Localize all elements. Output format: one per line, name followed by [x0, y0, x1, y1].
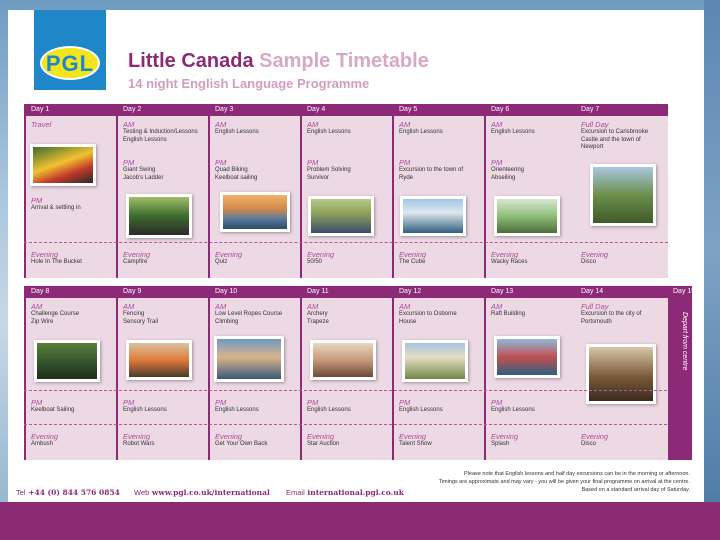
- evening-activity: Wacky Races: [491, 259, 528, 265]
- pm-slot: [491, 158, 574, 182]
- pm-label: PM: [491, 158, 503, 167]
- pm-slot: [215, 398, 298, 415]
- pm-label: PM: [123, 158, 135, 167]
- am-slot: [307, 302, 390, 326]
- evening-activity: Ambush: [31, 441, 54, 447]
- evening-activity: Splash: [491, 441, 510, 447]
- tel-label: Tel: [16, 488, 26, 497]
- am-slot: [123, 302, 206, 326]
- evening-slot: [215, 432, 298, 449]
- evening-slot: [581, 250, 666, 267]
- am-activity: Raft Building: [491, 311, 526, 317]
- evening-slot: [31, 432, 114, 449]
- am-label: AM: [307, 120, 319, 129]
- week1-table: [24, 104, 668, 278]
- am-activity: English Lessons: [123, 136, 167, 143]
- pm-slot: [31, 398, 114, 415]
- photo-image: [311, 199, 371, 233]
- photo-image: [405, 343, 465, 379]
- pm-slot: [123, 158, 206, 182]
- day-column: [116, 104, 208, 278]
- evening-activity: Disco: [581, 441, 597, 447]
- am-activity: Castle and the town of: [581, 136, 641, 143]
- pm-label: PM: [491, 398, 503, 407]
- activity-photo: [310, 340, 376, 380]
- day-column: [576, 104, 668, 278]
- pgl-logo: [34, 10, 106, 90]
- am-label: AM: [491, 120, 503, 129]
- logo-text: PGL: [45, 51, 95, 76]
- pm-activity: English Lessons: [307, 407, 351, 413]
- photo-image: [129, 197, 189, 235]
- depart-text: Depart from centre: [681, 312, 688, 371]
- day-header: Day 14: [576, 286, 668, 298]
- am-activity: Challenge Course: [31, 311, 80, 317]
- day-column: [300, 104, 392, 278]
- evening-activity: The Cube: [399, 259, 426, 265]
- page-subtitle: 14 night English Language Programme: [128, 76, 370, 91]
- am-label: AM: [123, 302, 135, 311]
- activity-photo: [400, 196, 466, 236]
- activity-photo: [308, 196, 374, 236]
- evening-label: Evening: [123, 250, 151, 259]
- email-label: Email: [286, 488, 305, 497]
- evening-slot: [399, 432, 482, 449]
- photo-image: [223, 195, 287, 229]
- evening-label: Evening: [491, 250, 519, 259]
- evening-activity: Star Auction: [307, 441, 340, 447]
- pm-slot: [307, 158, 390, 182]
- am-label: AM: [399, 120, 411, 129]
- am-slot: [123, 120, 206, 144]
- pm-label: PM: [307, 158, 319, 167]
- photo-image: [497, 339, 557, 375]
- activity-photo: [494, 196, 560, 236]
- activity-photo: [214, 336, 284, 382]
- am-label: Full Day: [581, 302, 609, 311]
- pm-slot: [307, 398, 390, 415]
- evening-activity: Robot Wars: [123, 441, 155, 447]
- am-label: Full Day: [581, 120, 609, 129]
- evening-slot: [491, 432, 574, 449]
- pm-activity: English Lessons: [399, 407, 443, 413]
- pm-label: PM: [123, 398, 135, 407]
- day-header: Day 12: [394, 286, 484, 298]
- timetable-sheet: [8, 10, 704, 502]
- pm-slot: [399, 158, 482, 182]
- evening-activity: 50/50: [307, 259, 323, 265]
- evening-label: Evening: [581, 432, 609, 441]
- am-activity: Sensory Trail: [123, 318, 159, 325]
- activity-photo: [590, 164, 656, 226]
- am-label: Travel: [31, 120, 52, 129]
- evening-label: Evening: [399, 432, 427, 441]
- pm-label: PM: [215, 158, 227, 167]
- background-right-strip: [704, 0, 720, 502]
- pm-slot: [31, 196, 114, 213]
- photo-image: [33, 147, 93, 183]
- photo-image: [589, 347, 653, 401]
- day-column: [208, 104, 300, 278]
- activity-photo: [34, 340, 100, 382]
- evening-slot: [491, 250, 574, 267]
- pm-slot: [215, 158, 298, 182]
- day-column: [116, 286, 208, 460]
- photo-image: [129, 343, 189, 377]
- am-slot: [399, 120, 482, 137]
- evening-label: Evening: [215, 250, 243, 259]
- pm-divider: [24, 390, 692, 391]
- evening-label: Evening: [215, 432, 243, 441]
- photo-image: [217, 339, 281, 379]
- am-slot: [491, 120, 574, 137]
- evening-activity: Campfire: [123, 259, 148, 265]
- am-label: AM: [31, 302, 43, 311]
- activity-photo: [220, 192, 290, 232]
- evening-slot: [123, 432, 206, 449]
- pm-activity: Problem Solving Survivor: [307, 167, 351, 181]
- am-activity: Zip Wire: [31, 318, 54, 325]
- am-label: AM: [215, 120, 227, 129]
- am-slot: [215, 120, 298, 137]
- evening-divider: [24, 242, 668, 243]
- day-header: Day 13: [486, 286, 576, 298]
- day-header: Day 8: [26, 286, 116, 298]
- pm-activity: Quad Biking Keelboat sailing: [215, 167, 258, 181]
- day-header: Day 9: [118, 286, 208, 298]
- am-activity: Testing & Induction/Lessons: [123, 129, 198, 135]
- evening-label: Evening: [399, 250, 427, 259]
- day-column: [484, 104, 576, 278]
- photo-image: [37, 343, 97, 379]
- day-header: Day 1: [26, 104, 116, 116]
- evening-label: Evening: [491, 432, 519, 441]
- pm-label: PM: [399, 398, 411, 407]
- evening-label: Evening: [307, 432, 335, 441]
- contact-web: [134, 488, 270, 497]
- am-label: AM: [123, 120, 135, 129]
- pm-activity: English Lessons: [123, 407, 167, 413]
- evening-activity: Hole In The Bucket: [31, 259, 82, 265]
- contact-email: [286, 488, 404, 497]
- am-label: AM: [307, 302, 319, 311]
- tel-value: +44 (0) 844 576 0854: [28, 488, 120, 497]
- activity-photo: [126, 194, 192, 238]
- am-activity: Trapeze: [307, 318, 329, 325]
- am-activity: English Lessons: [399, 129, 443, 135]
- evening-slot: [31, 250, 114, 267]
- activity-photo: [126, 340, 192, 380]
- pm-label: PM: [399, 158, 411, 167]
- day15-column: [668, 286, 696, 460]
- day-column: [300, 286, 392, 460]
- web-label: Web: [134, 488, 150, 497]
- day-header: Day 3: [210, 104, 300, 116]
- title-main: Little Canada: [128, 50, 254, 72]
- am-activity: English Lessons: [215, 129, 259, 135]
- day-header: Day 4: [302, 104, 392, 116]
- note-line-1: Please note that English lessons and half day excursions can be in the morning or afternoon.: [464, 471, 690, 477]
- am-activity: Excursion to Osborne: [399, 311, 457, 317]
- day-column: [208, 286, 300, 460]
- footer-notes: [414, 470, 690, 494]
- am-slot: [215, 302, 298, 326]
- am-activity: Low Level Ropes Course: [215, 311, 283, 317]
- day-header: Day 11: [302, 286, 392, 298]
- am-slot: [399, 302, 482, 326]
- contact-tel: [16, 488, 120, 497]
- day-header: Day 7: [576, 104, 668, 116]
- am-activity: Newport: [581, 144, 604, 150]
- week2-table: [24, 286, 696, 460]
- am-activity: Fencing: [123, 311, 145, 317]
- photo-image: [593, 167, 653, 223]
- evening-slot: [581, 432, 666, 449]
- evening-slot: [307, 432, 390, 449]
- pm-activity: English Lessons: [215, 407, 259, 413]
- day-column: [24, 104, 116, 278]
- pm-label: PM: [31, 196, 43, 205]
- am-slot: [581, 120, 666, 152]
- pm-activity: Excursion to the town of Ryde: [399, 167, 464, 181]
- note-line-2: Timings are approximate and may vary - you will be given your final programme on arrival at the centre.: [438, 479, 690, 485]
- activity-photo: [402, 340, 468, 382]
- evening-activity: Get Your Own Back: [215, 441, 268, 447]
- am-activity: Excursion to the city of: [581, 311, 642, 317]
- activity-photo: [586, 344, 656, 404]
- evening-label: Evening: [307, 250, 335, 259]
- photo-image: [497, 199, 557, 233]
- bottom-purple-band: [0, 502, 720, 540]
- evening-label: Evening: [31, 432, 59, 441]
- email-value: international.pgl.co.uk: [307, 488, 404, 497]
- pm-label: PM: [215, 398, 227, 407]
- pm-label: PM: [31, 398, 43, 407]
- day-column: [24, 286, 116, 460]
- am-activity: English Lessons: [491, 129, 535, 135]
- evening-label: Evening: [581, 250, 609, 259]
- am-activity: Excursion to Carisbrooke: [581, 129, 649, 135]
- evening-slot: [307, 250, 390, 267]
- evening-slot: [123, 250, 206, 267]
- day-header: Day 6: [486, 104, 576, 116]
- pm-label: PM: [307, 398, 319, 407]
- pm-slot: [491, 398, 574, 415]
- am-activity: Archery: [307, 311, 328, 317]
- am-activity: Portsmouth: [581, 318, 612, 325]
- am-slot: [307, 120, 390, 137]
- activity-photo: [30, 144, 96, 186]
- pm-activity: Keelboat Sailing: [31, 407, 75, 413]
- evening-activity: Disco: [581, 259, 597, 265]
- day-header: Day 5: [394, 104, 484, 116]
- page-title: [128, 50, 429, 73]
- day-header: Day 10: [210, 286, 300, 298]
- evening-activity: Talent Show: [399, 441, 432, 447]
- evening-activity: Quiz: [215, 259, 228, 265]
- am-label: AM: [491, 302, 503, 311]
- day-column: [392, 104, 484, 278]
- evening-slot: [399, 250, 482, 267]
- evening-slot: [215, 250, 298, 267]
- evening-label: Evening: [31, 250, 59, 259]
- am-slot: [31, 120, 114, 129]
- pm-activity: Arrival & settling in: [31, 205, 81, 211]
- am-slot: [491, 302, 574, 319]
- day-column: [392, 286, 484, 460]
- day-header: Day 2: [118, 104, 208, 116]
- am-activity: Climbing: [215, 318, 239, 325]
- web-value: www.pgl.co.uk/international: [151, 488, 270, 497]
- pm-activity: English Lessons: [491, 407, 535, 413]
- am-activity: House: [399, 318, 417, 325]
- am-slot: [581, 302, 666, 326]
- day-header: Day 15: [668, 286, 692, 298]
- am-slot: [31, 302, 114, 326]
- pm-slot: [123, 398, 206, 415]
- am-activity: English Lessons: [307, 129, 351, 135]
- am-label: AM: [215, 302, 227, 311]
- pm-slot: [399, 398, 482, 415]
- note-line-3: Based on a standard arrival day of Saturday.: [581, 487, 690, 493]
- day-column: [484, 286, 576, 460]
- evening-label: Evening: [123, 432, 151, 441]
- evening-divider: [24, 424, 692, 425]
- photo-image: [313, 343, 373, 377]
- pm-activity: Orienteering Abseiling: [491, 167, 525, 181]
- title-accent: Sample Timetable: [253, 50, 429, 72]
- pm-activity: Giant Swing Jacob's Ladder: [123, 167, 164, 181]
- photo-image: [403, 199, 463, 233]
- day-column: [576, 286, 668, 460]
- activity-photo: [494, 336, 560, 378]
- am-label: AM: [399, 302, 411, 311]
